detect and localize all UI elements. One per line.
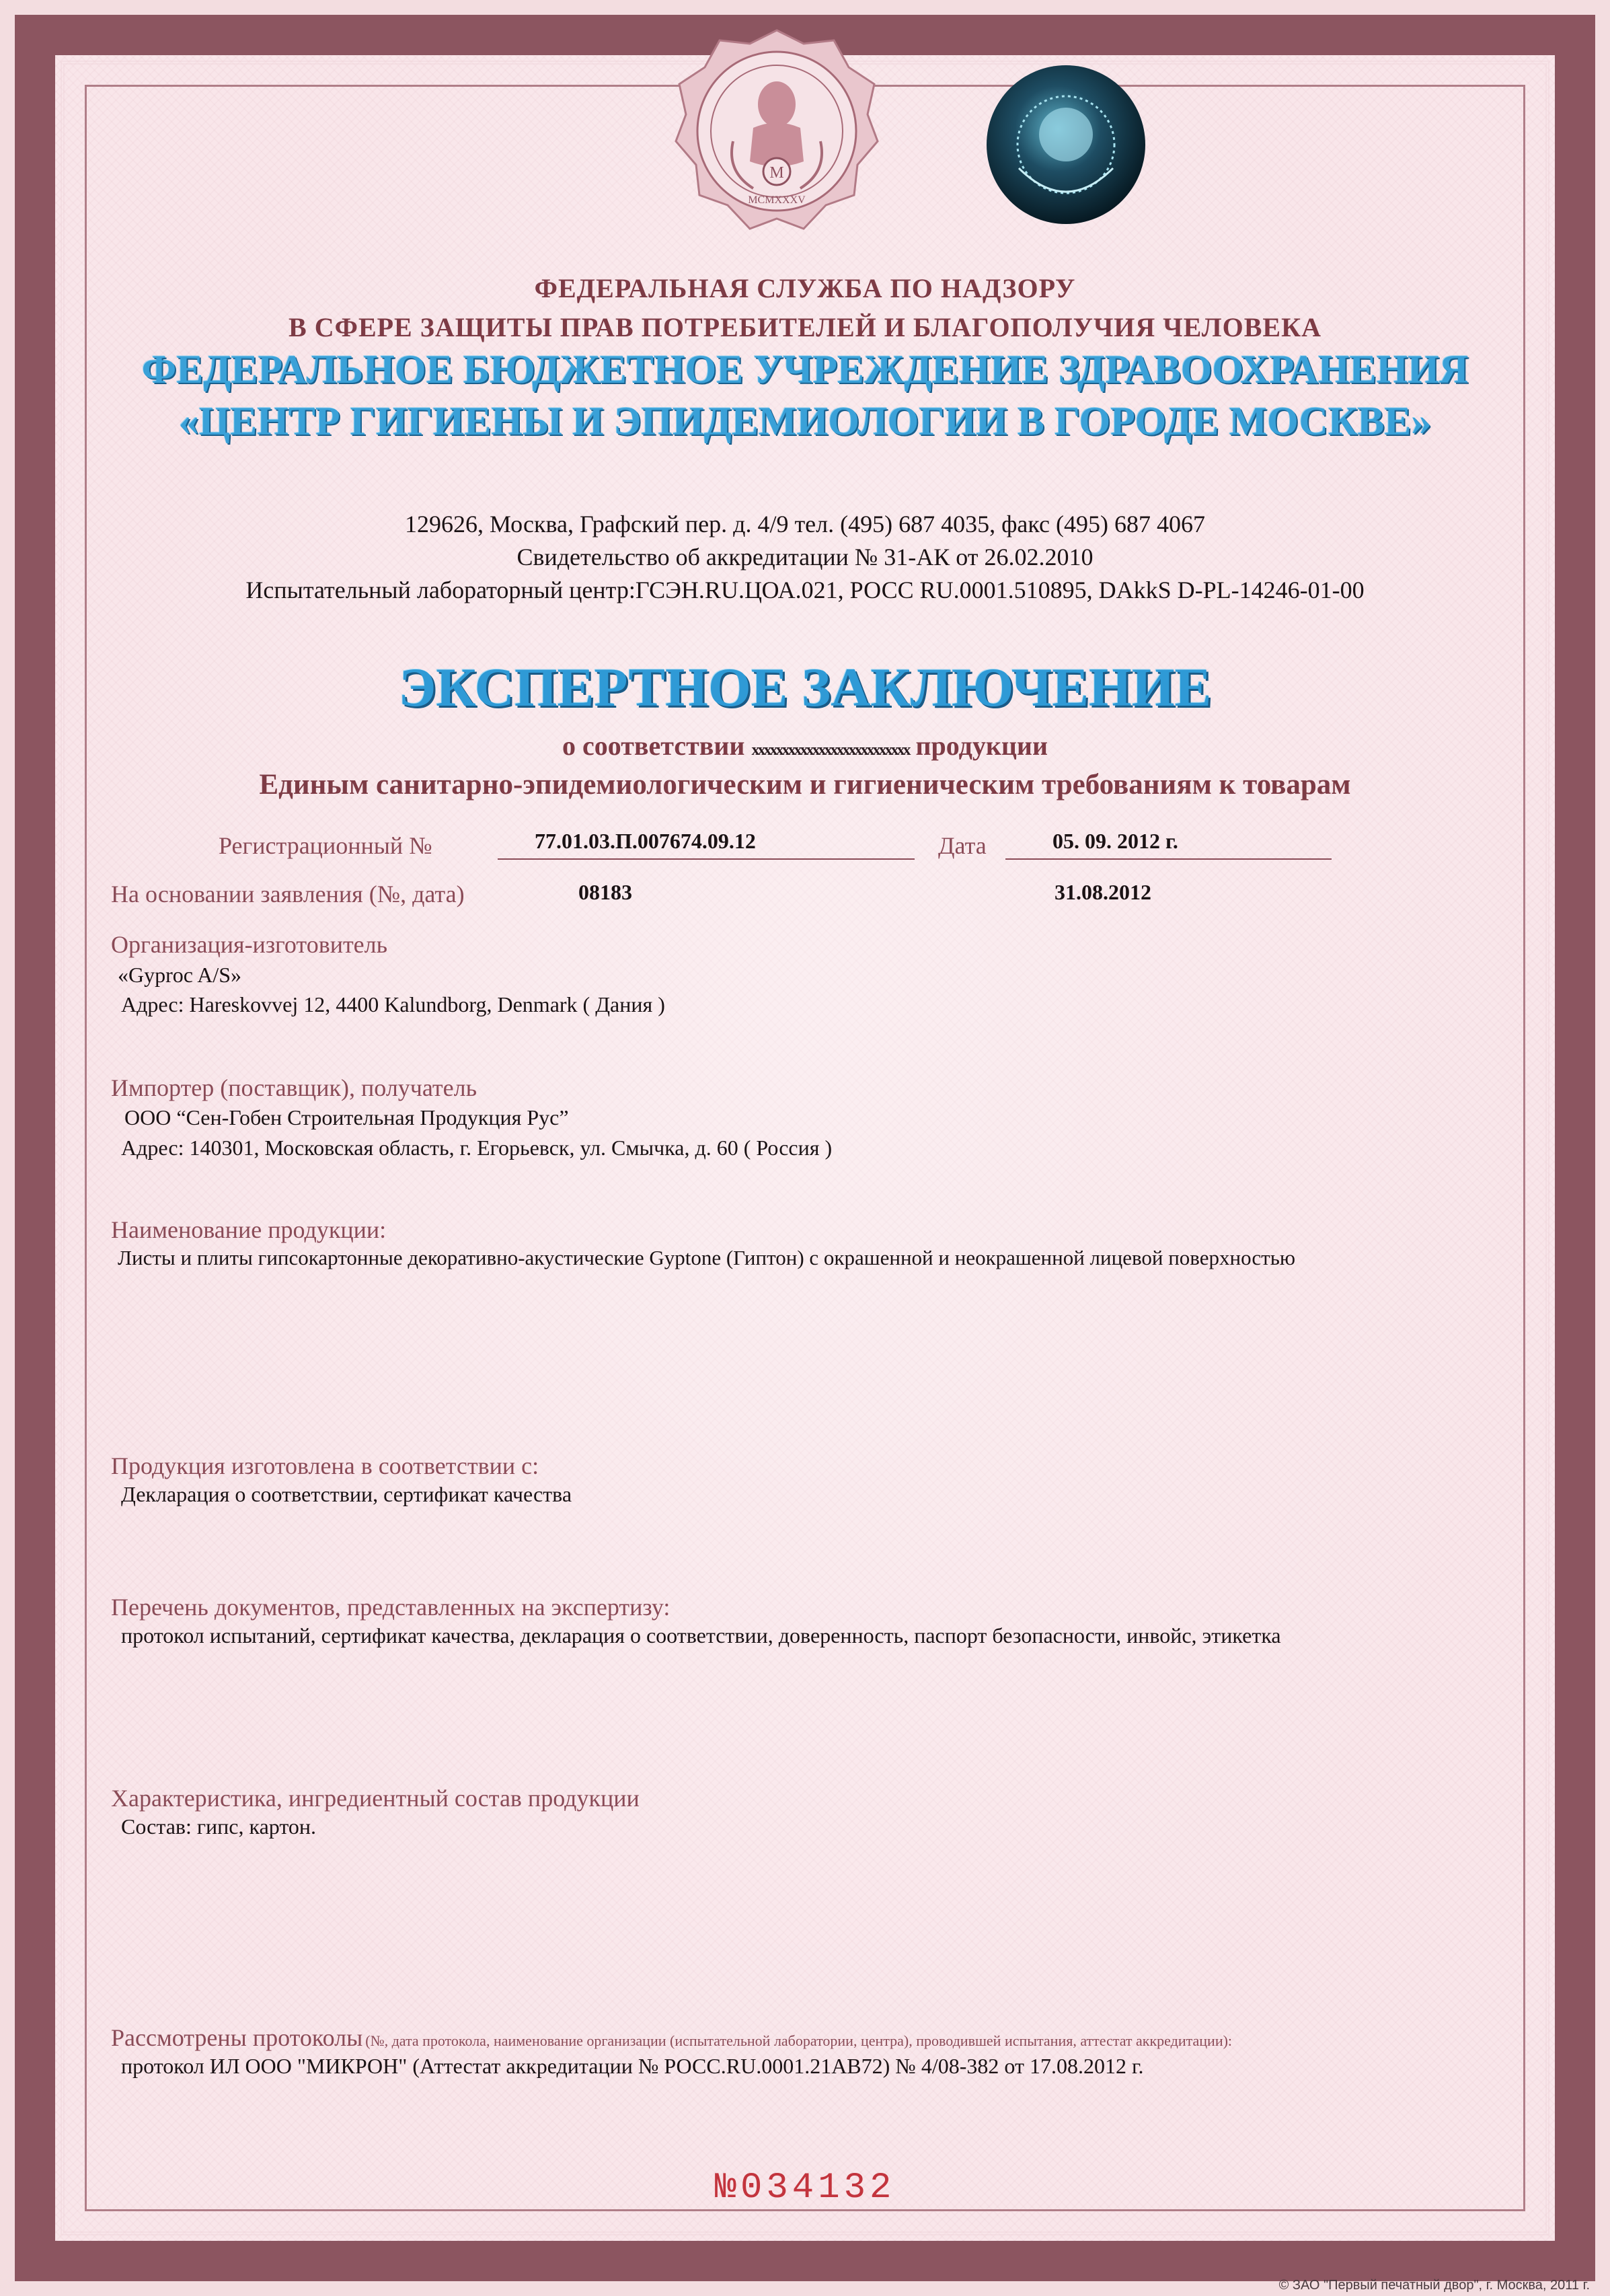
protocols-note: (№, дата протокола, наименование организации (испытательной лаборатории, центра), проводившей испытания, аттестат аккредитации): xyxy=(365,2032,1233,2049)
manufacturer-address: Адрес: Hareskovvej 12, 4400 Kalundborg, Denmark ( Дания ) xyxy=(121,992,665,1016)
printer-imprint: © ЗАО "Первый печатный двор", г. Москва, 2011 г. xyxy=(1278,2278,1590,2293)
product-label: Наименование продукции: xyxy=(111,1216,387,1243)
importer-label: Импортер (поставщик), получатель xyxy=(111,1074,477,1101)
medical-emblem-icon xyxy=(673,27,881,235)
protocols-label: Рассмотрены протоколы xyxy=(111,2024,363,2051)
protocols-value: протокол ИЛ ООО "МИКРОН" (Аттестат аккредитации № РОСС.RU.0001.21АВ72) № 4/08-382 от 17.08.2012 г. xyxy=(121,2054,1144,2078)
basis-label: На основании заявления (№, дата) xyxy=(111,881,465,908)
product-name: Листы и плиты гипсокартонные декоративно-акустические Gyptone (Гиптон) с окрашенной и неокрашенной лицевой поверхностью xyxy=(118,1246,1295,1269)
laboratory-line: Испытательный лабораторный центр:ГСЭН.RU.ЦОА.021, РОСС RU.0001.510895, DAkkS D-PL-14246-01-00 xyxy=(245,577,1365,603)
registration-label: Регистрационный № xyxy=(219,832,432,859)
basis-date: 31.08.2012 xyxy=(1055,880,1151,904)
composition-value: Состав: гипс, картон. xyxy=(121,1814,317,1839)
date-field xyxy=(1005,829,1332,860)
subtitle-struck-out: xxxxxxxxxxxxxxxxxxxxxxxxxx xyxy=(751,741,909,759)
institution-line-2: «ЦЕНТР ГИГИЕНЫ И ЭПИДЕМИОЛОГИИ В ГОРОДЕ МОСКВЕ» xyxy=(178,399,1432,443)
manufacturer-label: Организация-изготовитель xyxy=(111,931,388,958)
document-title: ЭКСПЕРТНОЕ ЗАКЛЮЧЕНИЕ xyxy=(398,657,1212,718)
conformity-value: Декларация о соответствии, сертификат качества xyxy=(121,1482,572,1506)
subtitle-prefix: о соответствии xyxy=(562,731,745,761)
composition-label: Характеристика, ингредиентный состав продукции xyxy=(111,1785,640,1812)
accreditation-line: Свидетельство об аккредитации № 31-АК от 26.02.2010 xyxy=(516,544,1094,570)
date-value: 05. 09. 2012 г. xyxy=(1052,829,1178,853)
hologram-globe-icon xyxy=(982,61,1150,229)
agency-line-2: В СФЕРЕ ЗАЩИТЫ ПРАВ ПОТРЕБИТЕЛЕЙ И БЛАГОПОЛУЧИЯ ЧЕЛОВЕКА xyxy=(289,312,1321,342)
seal-letter: M xyxy=(769,164,784,182)
importer-address: Адрес: 140301, Московская область, г. Егорьевск, ул. Смычка, д. 60 ( Россия ) xyxy=(121,1136,833,1160)
seal-year: MCMXXXV xyxy=(748,194,806,206)
basis-number: 08183 xyxy=(578,880,632,904)
manufacturer-name: «Gyproc A/S» xyxy=(118,963,241,987)
subtitle-suffix: продукции xyxy=(915,731,1048,761)
document-subtitle-2: Единым санитарно-эпидемиологическим и гигиеническим требованиям к товарам xyxy=(259,769,1351,801)
address-line-1: 129626, Москва, Графский пер. д. 4/9 тел. (495) 687 4035, факс (495) 687 4067 xyxy=(405,511,1205,538)
registration-number-field xyxy=(498,829,915,860)
date-label: Дата xyxy=(938,832,987,859)
institution-line-1: ФЕДЕРАЛЬНОЕ БЮДЖЕТНОЕ УЧРЕЖДЕНИЕ ЗДРАВООХРАНЕНИЯ xyxy=(141,347,1469,392)
documents-value: протокол испытаний, сертификат качества, декларация о соответствии, доверенность, паспорт безопасности, инвойс, этикетка xyxy=(121,1623,1281,1647)
registration-number: 77.01.03.П.007674.09.12 xyxy=(535,829,756,853)
importer-name: ООО “Сен-Гобен Строительная Продукция Рус” xyxy=(124,1105,569,1130)
document-subtitle xyxy=(0,730,1610,762)
agency-line-1: ФЕДЕРАЛЬНАЯ СЛУЖБА ПО НАДЗОРУ xyxy=(534,273,1076,303)
protocols-heading xyxy=(111,2024,1232,2052)
serial-number: №034132 xyxy=(714,2168,896,2209)
documents-label: Перечень документов, представленных на экспертизу: xyxy=(111,1594,670,1621)
conformity-label: Продукция изготовлена в соответствии с: xyxy=(111,1452,539,1479)
